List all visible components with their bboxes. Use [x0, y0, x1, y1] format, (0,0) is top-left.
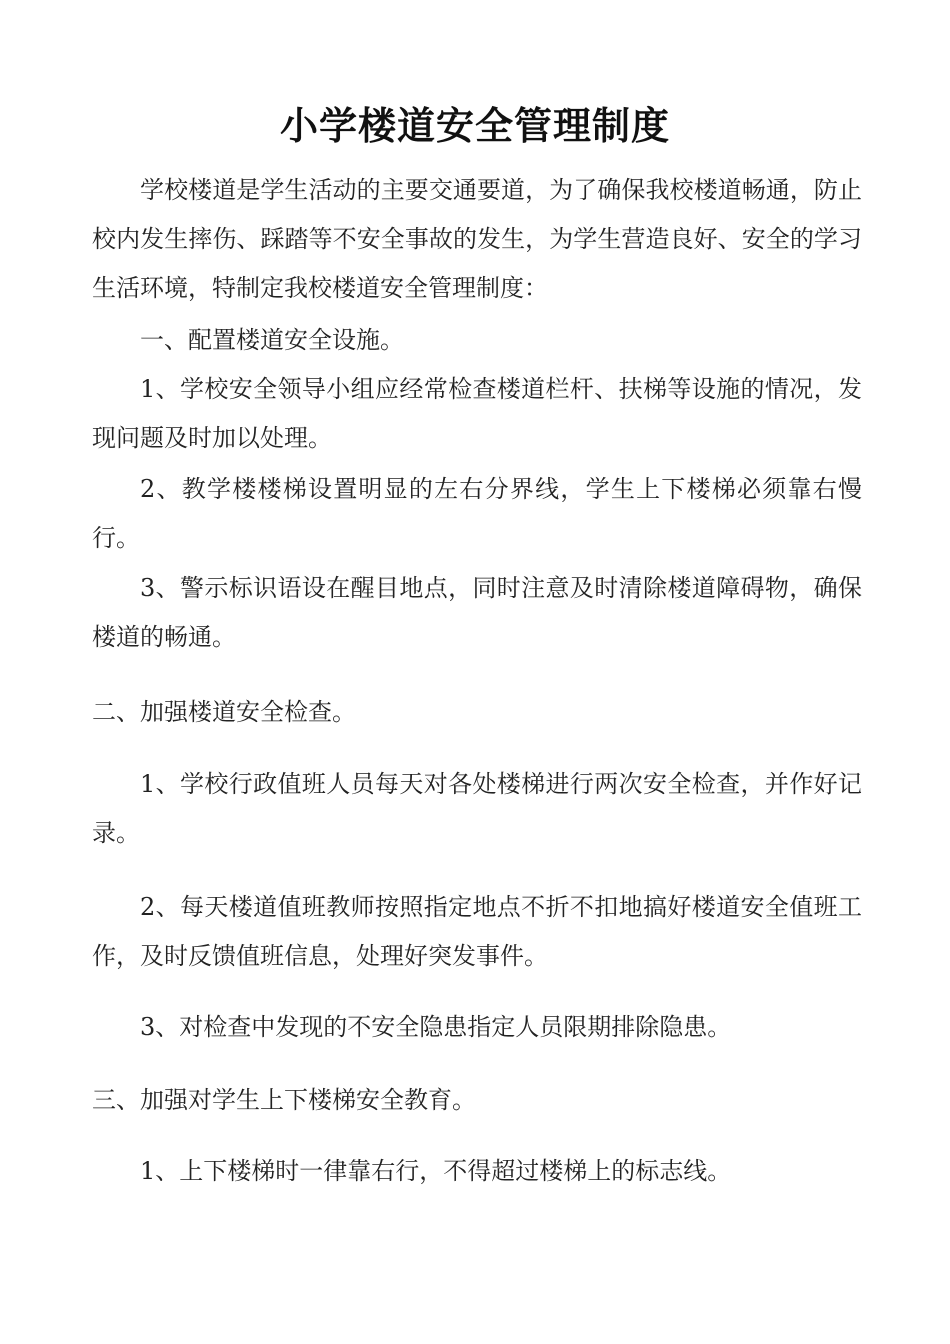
section-heading-1: 一、配置楼道安全设施。 — [140, 326, 404, 354]
section-1-item-2: 2、教学楼楼梯设置明显的左右分界线，学生上下楼梯必须靠右慢行。 — [92, 475, 862, 552]
intro-paragraph: 学校楼道是学生活动的主要交通要道，为了确保我校楼道畅通，防止校内发生摔伤、踩踏等不安全事故的发生，为学生营造良好、安全的学习生活环境，特制定我校楼道安全管理制度： — [92, 176, 862, 302]
section-2-item-2: 2、每天楼道值班教师按照指定地点不折不扣地搞好楼道安全值班工作，及时反馈值班信息，处理好突发事件。 — [92, 893, 862, 970]
section-heading-2: 二、加强楼道安全检查。 — [92, 698, 356, 726]
section-2-item-3: 3、对检查中发现的不安全隐患指定人员限期排除隐患。 — [140, 1013, 732, 1041]
section-3-item-1: 1、上下楼梯时一律靠右行，不得超过楼梯上的标志线。 — [140, 1157, 732, 1185]
section-1-item-1: 1、学校安全领导小组应经常检查楼道栏杆、扶梯等设施的情况，发现问题及时加以处理。 — [92, 375, 862, 452]
section-1-item-3: 3、警示标识语设在醒目地点，同时注意及时清除楼道障碍物，确保楼道的畅通。 — [92, 574, 862, 651]
section-heading-3: 三、加强对学生上下楼梯安全教育。 — [92, 1086, 476, 1114]
document-title: 小学楼道安全管理制度 — [279, 103, 670, 148]
section-2-item-1: 1、学校行政值班人员每天对各处楼梯进行两次安全检查，并作好记录。 — [92, 770, 862, 847]
